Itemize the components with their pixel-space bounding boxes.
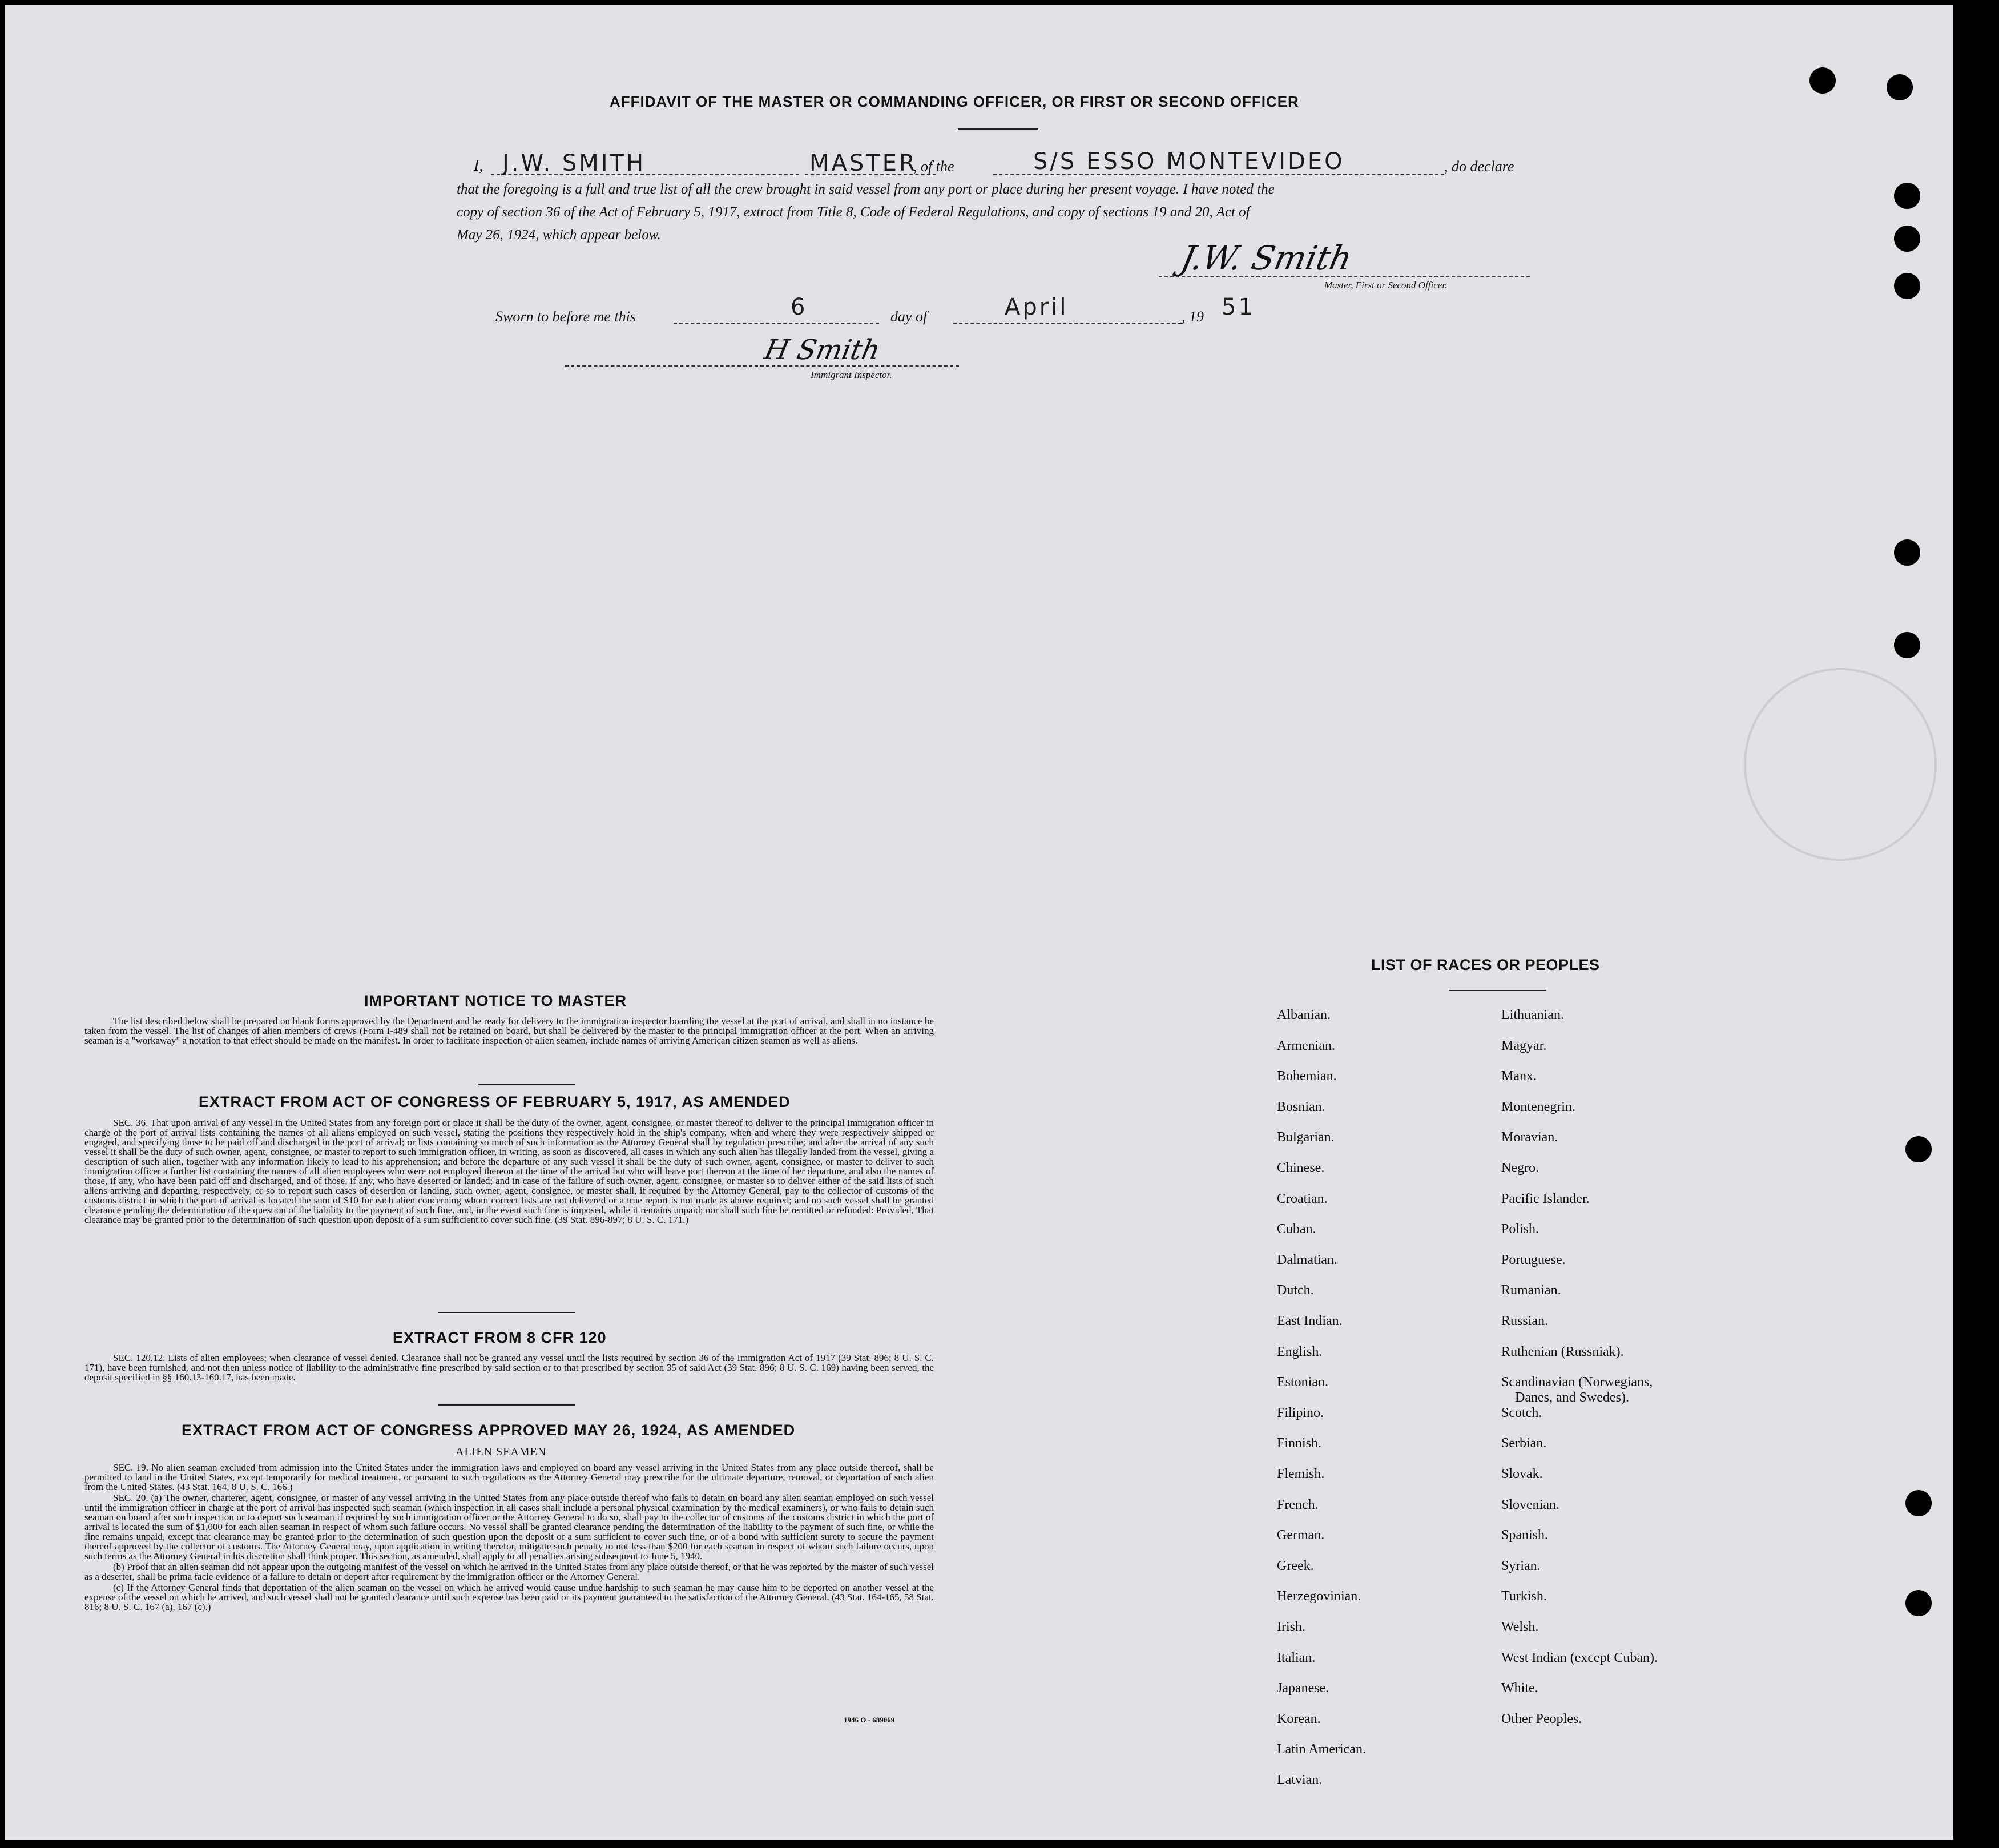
race-list-item: German. [1277,1528,1325,1543]
affidavit-title: AFFIDAVIT OF THE MASTER OR COMMANDING OFFICER, OR FIRST OR SECOND OFFICER [610,93,1299,110]
race-list-item: Chinese. [1277,1161,1325,1175]
race-list-item: Serbian. [1501,1436,1547,1451]
section-rule [438,1404,575,1406]
vessel-handwritten: S/S ESSO MONTEVIDEO [1033,148,1345,175]
sworn-month-line [953,323,1182,324]
section-rule [438,1312,575,1313]
embossed-seal [1744,668,1937,861]
race-list-item: Herzegovinian. [1277,1589,1361,1604]
extract-1924-text [84,1463,934,1613]
rank-handwritten: MASTER [809,150,917,176]
race-list-item: Filipino. [1277,1405,1324,1420]
race-list-item: White. [1501,1681,1538,1696]
extract-cfr-title: EXTRACT FROM 8 CFR 120 [393,1329,607,1346]
race-list-item: Slovenian. [1501,1497,1559,1512]
race-list-item: Irish. [1277,1620,1305,1634]
year-prefix: , 19 [1182,308,1204,325]
punch-hole [1894,183,1920,209]
race-list-item: Bohemian. [1277,1069,1337,1084]
affidavit-body-3: May 26, 1924, which appear below. [457,227,661,243]
alien-seamen-subtitle: ALIEN SEAMEN [456,1446,547,1458]
race-list-item: Armenian. [1277,1038,1335,1053]
punch-hole [1809,67,1836,94]
notice-text [84,1016,934,1046]
race-list-item: East Indian. [1277,1314,1343,1328]
of-the-label: , of the [913,158,954,175]
title-rule [958,128,1038,130]
race-list-item: Welsh. [1501,1620,1539,1634]
punch-hole [1894,539,1920,566]
race-list-item: Montenegrin. [1501,1099,1575,1114]
races-rule [1449,990,1546,991]
sec-20b-paragraph: (b) Proof that an alien seaman did not appear upon the outgoing manifest of the vessel on which he arrived in the United States from any place outside thereof, or that he was reported by the master of such vessel as a deserter, shall be prima facie evidence of a failure to detain or deport after requirement by the immigration officer or the Attorney General. [84,1561,934,1582]
affidavit-body-1: that the foregoing is a full and true list of all the crew brought in said vessel from any port or place during her present voyage. I have noted the [457,182,1275,197]
inspector-signature: H Smith [761,334,884,366]
punch-hole [1905,1136,1932,1162]
affidavit-prefix: I, [474,157,483,175]
master-signature-line [1159,276,1530,277]
race-list-item: Cuban. [1277,1222,1316,1237]
race-list-item: Pacific Islander. [1501,1191,1590,1206]
race-list-item: Greek. [1277,1558,1314,1573]
extract-1917-title: EXTRACT FROM ACT OF CONGRESS OF FEBRUARY 5, 1917, AS AMENDED [199,1093,791,1110]
race-list-item: Dutch. [1277,1283,1314,1298]
notice-paragraph: The list described below shall be prepared on blank forms approved by the Department and be ready for delivery to the immigration inspector boarding the vessel at the port of arrival, and shall in no instance be taken from the vessel. The list of changes of alien members of crews (Form I-489 shall not be retained on board, but shall be delivered by the master to the principal immigration officer at the port. When an arriving seaman is a "workaway" a notation to that effect should be made on the manifest. In order to facilitate inspection of alien seamen, include names of arriving American citizen seamen as well as aliens. [84,1016,934,1046]
sworn-day-line [674,323,879,324]
race-list-item: Bosnian. [1277,1099,1325,1114]
race-list-item: Magyar. [1501,1038,1547,1053]
race-list-item: Moravian. [1501,1130,1558,1145]
race-list-item: Other Peoples. [1501,1711,1582,1726]
race-list-item: Lithuanian. [1501,1008,1564,1022]
race-list-item: Korean. [1277,1711,1321,1726]
extract-1917-paragraph: SEC. 36. That upon arrival of any vessel in the United States from any foreign port or place it shall be the duty of the owner, agent, consignee, or master thereof to deliver to the principal immigration officer in charge of the port of arrival lists containing the names of all aliens employed on such vessel, stating the positions they respectively hold in the ship's company, when and where they were respectively shipped or engaged, and specifying those to be paid off and discharged in the port of arrival; or lists containing so much of such information as the Attorney General shall by regulation prescribe; and after the arrival of any such vessel it shall be the duty of such owner, agent, consignee, or master to report to such immigration officer, in writing, as soon as discovered, all cases in which any such alien has illegally landed from the vessel, giving a description of such alien, together with any information likely to lead to his apprehension; and before the departure of any such vessel it shall be the duty of such owner, agent, consignee, or master to deliver to such immigration officer a further list containing the names of all alien employees who were not employed thereon at the time of the arrival but who will leave port thereon at the time of her departure, and also the names of those, if any, who have been paid off and discharged, and of those, if any, who have deserted or landed; and in case of the failure of such owner, agent, consignee, or master so to deliver either of the said lists of such aliens arriving and departing, respectively, or so to report such cases of desertion or landing, such owner, agent, consignee, or master shall, if required by the Attorney General, pay to the collector of customs of the customs district in which the port of arrival is located the sum of $10 for each alien concerning whom correct lists are not delivered or a true report is not made as above required; and no such vessel shall be granted clearance pending the determination of the question of the liability to the payment of such fine, and, in the event such fine is imposed, while it remains unpaid; nor shall such fine be remitted or refunded: Provided, That clearance may be granted prior to the determination of such question upon deposit of a sum sufficient to cover such fine. (39 Stat. 896-897; 8 U. S. C. 171.) [84,1117,934,1225]
race-list-item: Japanese. [1277,1681,1329,1696]
affidavit-body-2: copy of section 36 of the Act of February 5, 1917, extract from Title 8, Code of Federal Regulations, and copy of sections 19 and 20, Act of [457,204,1250,220]
punch-hole [1887,74,1913,100]
sworn-month-handwritten: April [1005,294,1069,320]
race-list-item: Albanian. [1277,1008,1331,1022]
day-of-label: day of [890,308,928,325]
race-list-item: Scandinavian (Norwegians, Danes, and Swedes). [1501,1375,1653,1406]
race-list-item: Ruthenian (Russniak). [1501,1344,1624,1359]
notice-title: IMPORTANT NOTICE TO MASTER [364,992,627,1009]
extract-1924-title: EXTRACT FROM ACT OF CONGRESS APPROVED MAY 26, 1924, AS AMENDED [182,1422,796,1439]
punch-hole [1905,1590,1932,1616]
sec-20a-paragraph: SEC. 20. (a) The owner, charterer, agent, consignee, or master of any vessel arriving in the United States from any place outside thereof who fails to detain on board any alien seaman employed on such vessel until the immigration officer in charge at the port of arrival has inspected such seaman (which inspection in all cases shall include a personal physical examination by the medical examiners), or who fails to detain such seaman on board after such inspection or to deport such seaman if required by such immigration officer or the Attorney General to do so, shall pay to the collector of customs of the customs district in which the port of arrival is located the sum of $1,000 for each alien seaman in respect of whom such failure occurs. No vessel shall be granted clearance pending the determination of the liability to the payment of such fine, or while the fine remains unpaid, except that clearance may be granted prior to the determination of such question upon the deposit of a sum sufficient to cover such fine, or of a bond with sufficient surety to secure the payment thereof approved by the collector of customs. The Attorney General may, upon application in writing therefor, mitigate such penalty to not less than $200 for each seaman in respect of whom such failure occurs, upon such terms as the Attorney General in his discretion shall think proper. This section, as amended, shall apply to all penalties arising subsequent to June 5, 1940. [84,1492,934,1561]
sec-20c-paragraph: (c) If the Attorney General finds that deportation of the alien seaman on the vessel on which he arrived would cause undue hardship to such seaman he may cause him to be deported on another vessel at the expense of the vessel on which he arrived, and such vessel shall not be granted clearance until such expense has been paid or its payment guaranteed to the satisfaction of the Attorney General. (43 Stat. 164-165, 58 Stat. 816; 8 U. S. C. 167 (a), 167 (c).) [84,1582,934,1612]
race-list-item: Italian. [1277,1650,1316,1665]
inspector-caption: Immigrant Inspector. [811,369,892,380]
print-code: 1946 O - 689069 [844,1716,895,1724]
race-list-item: Bulgarian. [1277,1130,1335,1145]
punch-hole [1894,632,1920,658]
sworn-day-handwritten: 6 [791,294,808,320]
race-list-item: Portuguese. [1501,1252,1566,1267]
race-list-item: Rumanian. [1501,1283,1561,1298]
race-list-item: French. [1277,1497,1319,1512]
punch-hole [1894,226,1920,252]
inspector-signature-line [565,365,959,367]
race-list-item: Spanish. [1501,1528,1549,1543]
race-list-item: Manx. [1501,1069,1537,1084]
section-rule [478,1084,575,1085]
sworn-label: Sworn to before me this [495,308,636,325]
race-list-item: Estonian. [1277,1375,1328,1390]
race-list-item: Finnish. [1277,1436,1322,1451]
extract-cfr-text [84,1353,934,1383]
race-list-item: Latin American. [1277,1742,1366,1757]
punch-hole [1905,1490,1932,1516]
master-signature: J.W. Smith [1177,239,1356,277]
punch-hole [1894,273,1920,299]
race-list-item: Polish. [1501,1222,1539,1237]
extract-1917-text [84,1118,934,1226]
master-caption: Master, First or Second Officer. [1324,280,1448,291]
name-handwritten: J.W. SMITH [502,150,646,176]
sec-19-paragraph: SEC. 19. No alien seaman excluded from admission into the United States under the immigration laws and employed on board any vessel arriving in the United States from any place outside thereof, shall be permitted to land in the United States, except temporarily for medical treatment, or pursuant to such regulations as the Attorney General may prescribe for the ultimate departure, removal, or deportation of such alien from the United States. (43 Stat. 164, 8 U. S. C. 166.) [84,1462,934,1492]
race-list-item: Latvian. [1277,1773,1323,1787]
race-list-item: Slovak. [1501,1467,1543,1481]
race-list-item: Dalmatian. [1277,1252,1337,1267]
race-list-item: Syrian. [1501,1558,1541,1573]
declare-label: , do declare [1444,158,1514,175]
sworn-year-handwritten: 51 [1222,294,1255,320]
race-list-item: West Indian (except Cuban). [1501,1650,1658,1665]
race-list-item: Croatian. [1277,1191,1328,1206]
race-list-item: Scotch. [1501,1405,1542,1420]
race-list-item: Negro. [1501,1161,1539,1175]
race-list-item: English. [1277,1344,1323,1359]
race-list-item: Russian. [1501,1314,1549,1328]
races-title: LIST OF RACES OR PEOPLES [1371,956,1600,973]
race-list-item: Flemish. [1277,1467,1325,1481]
race-list-item: Turkish. [1501,1589,1547,1604]
page-edge [1953,0,1999,1848]
extract-cfr-paragraph: SEC. 120.12. Lists of alien employees; when clearance of vessel denied. Clearance shall not be granted any vessel until the lists required by section 36 of the Immigration Act of 1917 (39 Stat. 896; 8 U. S. C. 171), have been furnished, and not then unless notice of liability to the administrative fine prescribed by said section or to that prescribed by section 35 of said Act (39 Stat. 896; 8 U. S. C. 169) having been served, the deposit specified in §§ 160.13-160.17, has been made. [84,1352,934,1383]
